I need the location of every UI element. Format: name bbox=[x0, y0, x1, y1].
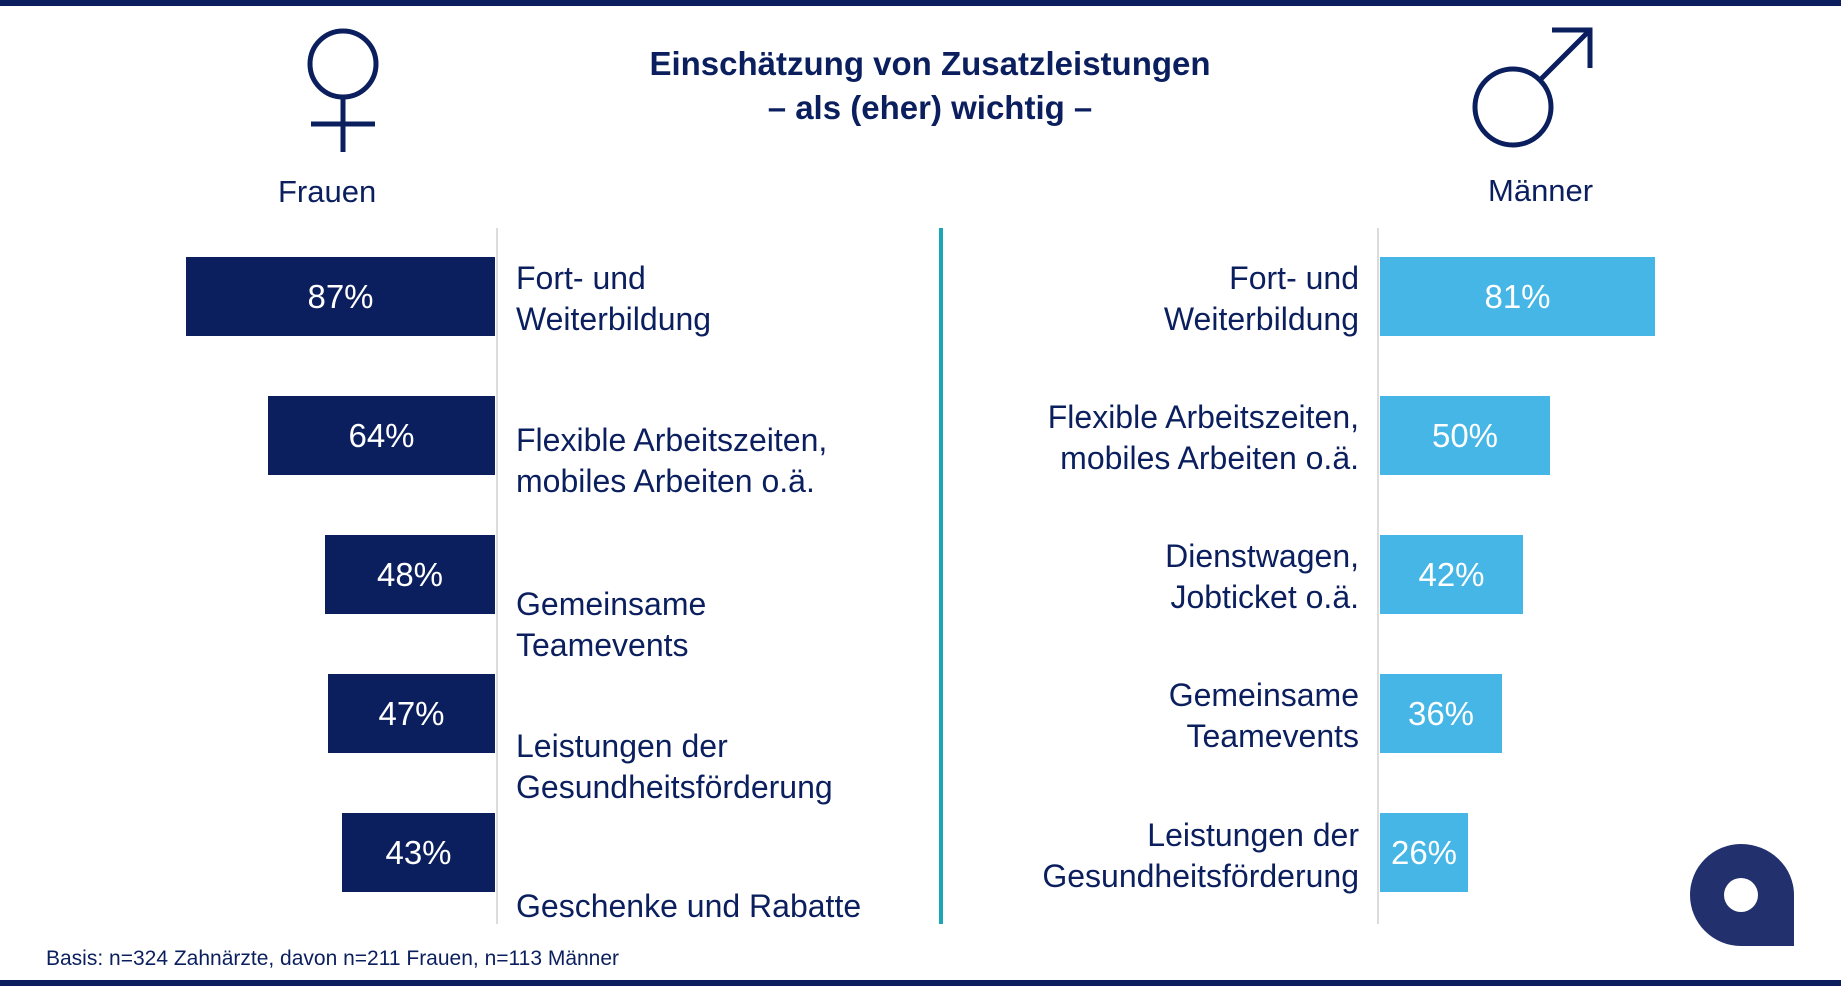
top-rule bbox=[0, 0, 1841, 6]
male-bar-value-label: 81% bbox=[1484, 277, 1551, 315]
male-bar bbox=[1380, 535, 1523, 614]
male-bar-value-label: 36% bbox=[1407, 694, 1475, 732]
male-bar-value-label: 42% bbox=[1418, 555, 1485, 593]
female-bar bbox=[325, 535, 495, 614]
female-bar bbox=[268, 396, 495, 475]
male-bar bbox=[1380, 674, 1502, 753]
brand-logo-icon bbox=[1688, 842, 1794, 948]
female-category-label: Geschenke und Rabatte bbox=[516, 888, 862, 924]
female-bar bbox=[328, 674, 495, 753]
female-axis-line bbox=[496, 228, 498, 924]
male-category-label: Dienstwagen, Jobticket o.ä. bbox=[1165, 538, 1359, 615]
male-axis-line bbox=[1377, 228, 1379, 924]
male-bar bbox=[1380, 396, 1550, 475]
female-label: Frauen bbox=[278, 174, 377, 209]
male-category-label: Leistungen der Gesundheitsförderung bbox=[1042, 817, 1359, 894]
female-bar-value-label: 47% bbox=[378, 694, 445, 732]
bottom-rule bbox=[0, 980, 1841, 986]
female-bar-value-label: 43% bbox=[385, 833, 452, 871]
female-category-label: Flexible Arbeitszeiten, mobiles Arbeiten o.ä. bbox=[516, 422, 828, 499]
female-symbol-icon bbox=[298, 26, 388, 154]
male-bar bbox=[1380, 257, 1655, 336]
female-category-label: Gemeinsame Teamevents bbox=[516, 586, 707, 663]
male-category-label: Gemeinsame Teamevents bbox=[1168, 677, 1359, 754]
female-category-label: Fort- und Weiterbildung bbox=[516, 260, 712, 337]
footnote: Basis: n=324 Zahnärzte, davon n=211 Frauen, n=113 Männer bbox=[46, 947, 620, 970]
chart-title bbox=[520, 42, 1340, 130]
female-bar bbox=[342, 813, 495, 892]
male-symbol-icon bbox=[1465, 24, 1595, 154]
male-bar-value-label: 26% bbox=[1390, 833, 1458, 871]
male-category-label: Fort- und Weiterbildung bbox=[1163, 260, 1359, 337]
chart-title-line1: Einschätzung von Zusatzleistungen bbox=[649, 45, 1211, 82]
chart-title-line2: – als (eher) wichtig – bbox=[767, 89, 1093, 126]
female-category-label: Leistungen der Gesundheitsförderung bbox=[516, 728, 833, 805]
male-label: Männer bbox=[1488, 173, 1594, 208]
male-category-label: Flexible Arbeitszeiten, mobiles Arbeiten o.ä. bbox=[1047, 399, 1359, 476]
female-bar bbox=[186, 257, 495, 336]
center-divider bbox=[939, 228, 943, 924]
female-bar-value-label: 64% bbox=[348, 416, 415, 454]
male-bar-value-label: 50% bbox=[1431, 416, 1499, 454]
male-bar bbox=[1380, 813, 1468, 892]
female-bar-value-label: 48% bbox=[376, 555, 444, 593]
female-bar-value-label: 87% bbox=[307, 277, 374, 315]
